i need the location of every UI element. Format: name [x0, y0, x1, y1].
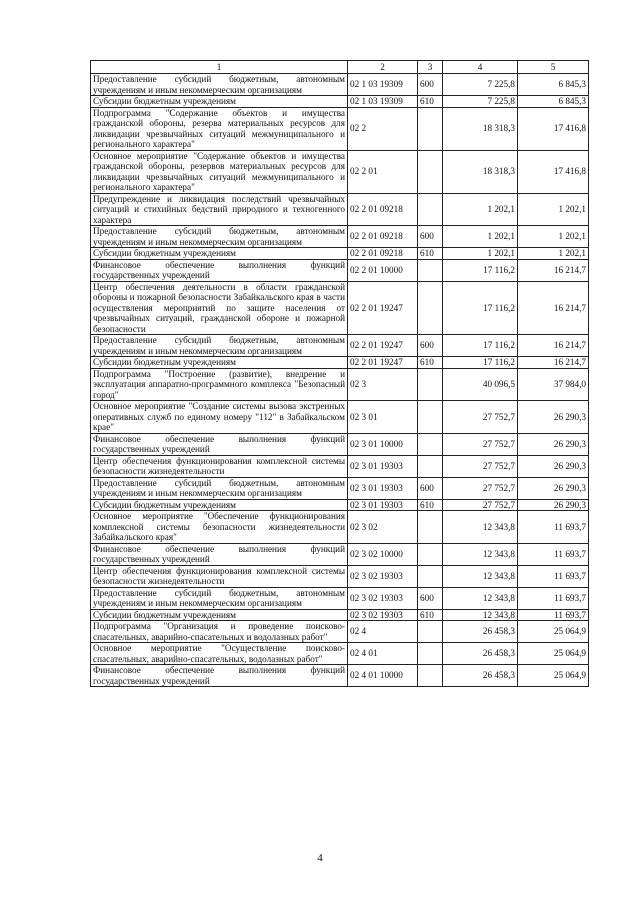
row-amount-col5: 25 064,9 [518, 665, 589, 687]
table-row [91, 587, 589, 609]
row-code: 02 2 [348, 107, 418, 150]
row-code: 02 2 01 10000 [348, 259, 418, 281]
table-row [91, 150, 589, 193]
table-row [91, 455, 589, 477]
row-expense-type [418, 543, 443, 565]
row-expense-type: 600 [418, 477, 443, 499]
row-amount-col5: 25 064,9 [518, 643, 589, 665]
row-amount-col4: 26 458,3 [443, 621, 518, 643]
row-code: 02 3 02 19303 [348, 565, 418, 587]
row-expense-type [418, 259, 443, 281]
row-amount-col4: 12 343,8 [443, 587, 518, 609]
table-row [91, 609, 589, 621]
row-expense-type [418, 193, 443, 226]
table-row [91, 401, 589, 434]
row-expense-type [418, 621, 443, 643]
row-amount-col5: 16 214,7 [518, 259, 589, 281]
row-amount-col4: 12 343,8 [443, 565, 518, 587]
row-expense-type: 610 [418, 499, 443, 511]
row-amount-col5: 16 214,7 [518, 335, 589, 357]
row-expense-type [418, 643, 443, 665]
row-code: 02 4 01 10000 [348, 665, 418, 687]
row-amount-col4: 12 343,8 [443, 511, 518, 544]
table-row [91, 357, 589, 369]
table-row [91, 368, 589, 401]
row-code: 02 3 01 19303 [348, 499, 418, 511]
row-code: 02 3 02 [348, 511, 418, 544]
budget-table [90, 60, 589, 687]
row-code: 02 2 01 09218 [348, 193, 418, 226]
row-amount-col4: 18 318,3 [443, 150, 518, 193]
row-amount-col4: 40 096,5 [443, 368, 518, 401]
row-name: Основное мероприятие "Обеспечение функционирования комплексной системы безопасности жизнедеятельности Забайкальского края" [91, 511, 348, 544]
table-row [91, 335, 589, 357]
row-amount-col4: 7 225,8 [443, 96, 518, 108]
table-row [91, 665, 589, 687]
row-expense-type: 600 [418, 226, 443, 248]
row-amount-col4: 17 116,2 [443, 335, 518, 357]
row-code: 02 3 02 19303 [348, 609, 418, 621]
row-expense-type [418, 150, 443, 193]
row-amount-col4: 17 116,2 [443, 281, 518, 335]
table-row [91, 511, 589, 544]
row-amount-col5: 1 202,1 [518, 193, 589, 226]
row-code: 02 2 01 19247 [348, 357, 418, 369]
row-name: Предоставление субсидий бюджетным, автономным учреждениям и иным некоммерческим организациям [91, 587, 348, 609]
row-name: Предоставление субсидий бюджетным, автономным учреждениям и иным некоммерческим организациям [91, 226, 348, 248]
row-amount-col5: 26 290,3 [518, 433, 589, 455]
row-code: 02 3 [348, 368, 418, 401]
table-row [91, 96, 589, 108]
row-code: 02 3 01 10000 [348, 433, 418, 455]
row-name: Предоставление субсидий бюджетным, автономным учреждениям и иным некоммерческим организациям [91, 335, 348, 357]
row-code: 02 4 [348, 621, 418, 643]
row-amount-col5: 11 693,7 [518, 587, 589, 609]
row-name: Подпрограмма "Построение (развитие), внедрение и эксплуатация аппаратно-программного комплекса "Безопасный город" [91, 368, 348, 401]
row-code: 02 3 02 19303 [348, 587, 418, 609]
row-amount-col5: 26 290,3 [518, 401, 589, 434]
table-row [91, 259, 589, 281]
row-code: 02 2 01 19247 [348, 281, 418, 335]
row-expense-type [418, 565, 443, 587]
table-row [91, 565, 589, 587]
row-expense-type [418, 433, 443, 455]
row-amount-col5: 17 416,8 [518, 150, 589, 193]
row-amount-col4: 12 343,8 [443, 609, 518, 621]
table-row [91, 477, 589, 499]
row-code: 02 2 01 [348, 150, 418, 193]
row-name: Подпрограмма "Содержание объектов и имущества гражданской обороны, резерва материальных ресурсов для ликвидации чрезвычайных ситуаций межмуниципального и регионального характера" [91, 107, 348, 150]
row-amount-col4: 12 343,8 [443, 543, 518, 565]
row-name: Предоставление субсидий бюджетным, автономным учреждениям и иным некоммерческим организациям [91, 477, 348, 499]
row-code: 02 2 01 09218 [348, 248, 418, 260]
row-expense-type [418, 511, 443, 544]
header-row [91, 61, 589, 74]
row-amount-col5: 11 693,7 [518, 609, 589, 621]
row-amount-col5: 26 290,3 [518, 499, 589, 511]
row-code: 02 3 02 10000 [348, 543, 418, 565]
table-row [91, 74, 589, 96]
row-amount-col5: 11 693,7 [518, 565, 589, 587]
table-row [91, 281, 589, 335]
row-code: 02 3 01 [348, 401, 418, 434]
page-number: 4 [317, 852, 323, 864]
row-expense-type: 610 [418, 96, 443, 108]
row-name: Финансовое обеспечение выполнения функций государственных учреждений [91, 543, 348, 565]
row-name: Центр обеспечения функционирования комплексной системы безопасности жизнедеятельности [91, 455, 348, 477]
table-row [91, 248, 589, 260]
row-expense-type [418, 368, 443, 401]
row-name: Предоставление субсидий бюджетным, автономным учреждениям и иным некоммерческим организациям [91, 74, 348, 96]
header-col-4: 4 [443, 61, 518, 74]
row-name: Субсидии бюджетным учреждениям [91, 248, 348, 260]
row-expense-type: 610 [418, 357, 443, 369]
row-expense-type [418, 665, 443, 687]
table-row [91, 226, 589, 248]
row-code: 02 1 03 19309 [348, 74, 418, 96]
row-expense-type [418, 401, 443, 434]
row-amount-col5: 25 064,9 [518, 621, 589, 643]
row-expense-type: 600 [418, 335, 443, 357]
row-name: Основное мероприятие "Содержание объектов и имущества гражданской обороны, резервов материальных ресурсов для ликвидации чрезвычайных ситуаций межмуниципального и регионального характера" [91, 150, 348, 193]
row-amount-col5: 1 202,1 [518, 226, 589, 248]
table-header [91, 61, 589, 74]
table-row [91, 499, 589, 511]
row-amount-col4: 18 318,3 [443, 107, 518, 150]
row-expense-type: 610 [418, 248, 443, 260]
row-amount-col5: 11 693,7 [518, 511, 589, 544]
row-expense-type: 610 [418, 609, 443, 621]
row-amount-col4: 1 202,1 [443, 248, 518, 260]
row-code: 02 1 03 19309 [348, 96, 418, 108]
table-row [91, 193, 589, 226]
row-amount-col4: 27 752,7 [443, 455, 518, 477]
row-amount-col5: 1 202,1 [518, 248, 589, 260]
row-amount-col4: 27 752,7 [443, 433, 518, 455]
table-row [91, 433, 589, 455]
row-expense-type [418, 455, 443, 477]
row-expense-type: 600 [418, 587, 443, 609]
row-amount-col4: 27 752,7 [443, 499, 518, 511]
header-col-2: 2 [348, 61, 418, 74]
row-amount-col5: 16 214,7 [518, 281, 589, 335]
row-name: Предупреждение и ликвидация последствий чрезвычайных ситуаций и стихийных бедствий природного и техногенного характера [91, 193, 348, 226]
row-name: Субсидии бюджетным учреждениям [91, 96, 348, 108]
table-row [91, 107, 589, 150]
row-amount-col5: 6 845,3 [518, 74, 589, 96]
row-amount-col4: 27 752,7 [443, 401, 518, 434]
table-row [91, 543, 589, 565]
row-amount-col5: 6 845,3 [518, 96, 589, 108]
row-amount-col4: 17 116,2 [443, 259, 518, 281]
row-expense-type [418, 107, 443, 150]
row-name: Подпрограмма "Организация и проведение поисково-спасательных, аварийно-спасательных и водолазных работ" [91, 621, 348, 643]
row-name: Основное мероприятие "Создание системы вызова экстренных оперативных служб по единому номеру "112" в Забайкальском крае" [91, 401, 348, 434]
row-name: Основное мероприятие "Осуществление поисково-спасательных, аварийно-спасательных, водолазных работ" [91, 643, 348, 665]
row-amount-col4: 26 458,3 [443, 665, 518, 687]
row-name: Финансовое обеспечение выполнения функций государственных учреждений [91, 259, 348, 281]
row-name: Финансовое обеспечение выполнения функций государственных учреждений [91, 433, 348, 455]
header-col-3: 3 [418, 61, 443, 74]
row-code: 02 2 01 09218 [348, 226, 418, 248]
row-amount-col4: 26 458,3 [443, 643, 518, 665]
table-row [91, 621, 589, 643]
row-amount-col4: 1 202,1 [443, 226, 518, 248]
header-col-1: 1 [91, 61, 348, 74]
header-col-5: 5 [518, 61, 589, 74]
row-expense-type [418, 281, 443, 335]
row-amount-col4: 27 752,7 [443, 477, 518, 499]
row-amount-col5: 26 290,3 [518, 477, 589, 499]
row-amount-col4: 17 116,2 [443, 357, 518, 369]
row-code: 02 4 01 [348, 643, 418, 665]
row-name: Субсидии бюджетным учреждениям [91, 609, 348, 621]
row-amount-col5: 16 214,7 [518, 357, 589, 369]
row-amount-col5: 37 984,0 [518, 368, 589, 401]
row-name: Центр обеспечения функционирования комплексной системы безопасности жизнедеятельности [91, 565, 348, 587]
row-amount-col4: 1 202,1 [443, 193, 518, 226]
table-body [91, 74, 589, 687]
row-code: 02 2 01 19247 [348, 335, 418, 357]
row-amount-col4: 7 225,8 [443, 74, 518, 96]
row-amount-col5: 11 693,7 [518, 543, 589, 565]
row-name: Субсидии бюджетным учреждениям [91, 499, 348, 511]
row-expense-type: 600 [418, 74, 443, 96]
row-code: 02 3 01 19303 [348, 455, 418, 477]
row-name: Субсидии бюджетным учреждениям [91, 357, 348, 369]
table-row [91, 643, 589, 665]
row-amount-col5: 17 416,8 [518, 107, 589, 150]
row-name: Финансовое обеспечение выполнения функций государственных учреждений [91, 665, 348, 687]
row-name: Центр обеспечения деятельности в области гражданской обороны и пожарной безопасности Забайкальского края в части осуществления мероприятий по защите населения от чрезвычайных ситуаций, гражданской обороне и пожарной безопасности [91, 281, 348, 335]
row-code: 02 3 01 19303 [348, 477, 418, 499]
row-amount-col5: 26 290,3 [518, 455, 589, 477]
